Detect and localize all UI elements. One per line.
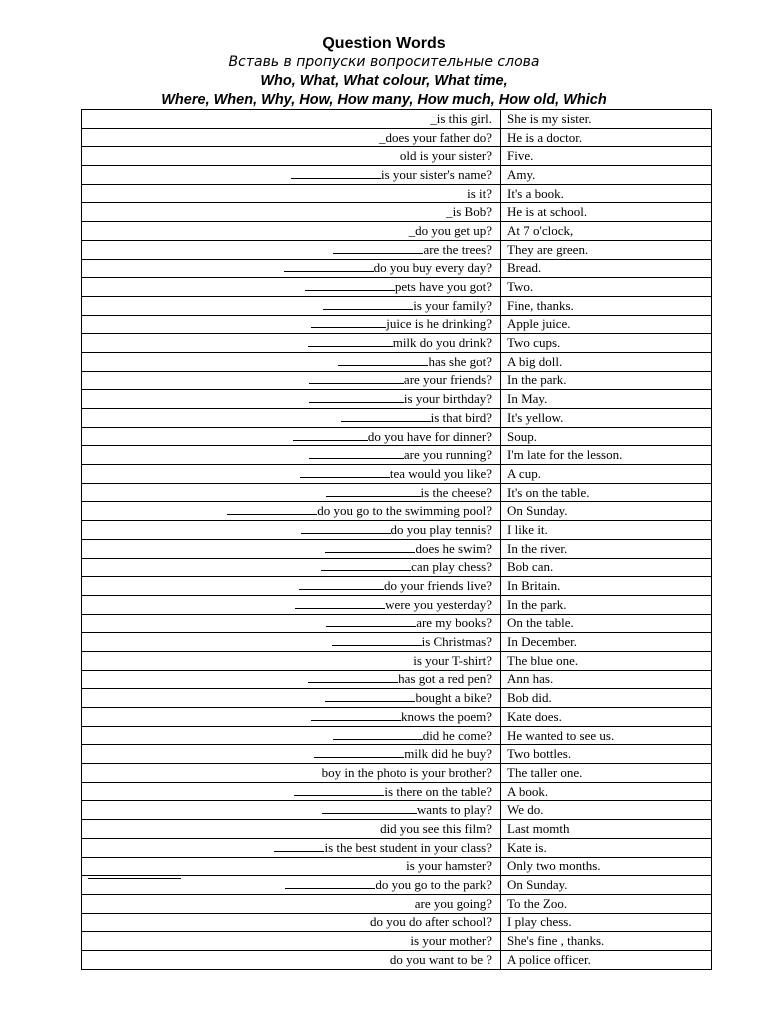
answer-cell: Fine, thanks. bbox=[501, 296, 712, 315]
fill-in-blank bbox=[299, 578, 384, 590]
question-cell bbox=[82, 745, 501, 764]
table-row bbox=[82, 708, 712, 727]
question-text: juice is he drinking? bbox=[386, 316, 492, 332]
answer-cell: Bob can. bbox=[501, 558, 712, 577]
question-cell bbox=[82, 689, 501, 708]
question-cell bbox=[82, 801, 501, 820]
question-text: bought a bike? bbox=[415, 690, 492, 706]
fill-in-blank bbox=[311, 316, 386, 328]
fill-in-blank bbox=[285, 877, 375, 889]
table-row bbox=[82, 184, 712, 203]
question-cell bbox=[82, 278, 501, 297]
answer-cell: She's fine , thanks. bbox=[501, 932, 712, 951]
question-cell bbox=[82, 764, 501, 783]
question-words-line-2: Where, When, Why, How, How many, How much, How old, Which bbox=[161, 92, 607, 108]
table-row bbox=[82, 147, 712, 166]
answer-cell: Ann has. bbox=[501, 670, 712, 689]
question-cell bbox=[82, 502, 501, 521]
question-text: is your birthday? bbox=[403, 391, 492, 407]
answer-cell: I'm late for the lesson. bbox=[501, 446, 712, 465]
question-text: pets have you got? bbox=[394, 279, 492, 295]
table-row bbox=[82, 633, 712, 652]
table-row bbox=[82, 465, 712, 484]
table-row bbox=[82, 782, 712, 801]
question-text: _is this girl. bbox=[430, 110, 492, 126]
free-blank-line bbox=[88, 877, 181, 879]
table-row bbox=[82, 110, 712, 129]
question-cell bbox=[82, 166, 501, 185]
question-text: is your T-shirt? bbox=[413, 652, 492, 668]
table-row bbox=[82, 296, 712, 315]
answer-cell: I like it. bbox=[501, 521, 712, 540]
answer-cell: He is at school. bbox=[501, 203, 712, 222]
question-text: is that bird? bbox=[430, 409, 492, 425]
question-cell bbox=[82, 820, 501, 839]
answer-cell: In the park. bbox=[501, 371, 712, 390]
question-cell bbox=[82, 558, 501, 577]
question-text: is your hamster? bbox=[406, 858, 492, 874]
question-cell bbox=[82, 651, 501, 670]
fill-in-blank bbox=[314, 746, 404, 758]
question-cell bbox=[82, 614, 501, 633]
question-cell bbox=[82, 838, 501, 857]
answer-cell: The blue one. bbox=[501, 651, 712, 670]
answer-cell: It's yellow. bbox=[501, 409, 712, 428]
worksheet-instruction: Вставь в пропуски вопросительные слова bbox=[228, 54, 540, 70]
fill-in-blank bbox=[326, 615, 416, 627]
answer-cell: It's on the table. bbox=[501, 483, 712, 502]
question-text: tea would you like? bbox=[389, 465, 492, 481]
table-row bbox=[82, 577, 712, 596]
question-cell bbox=[82, 296, 501, 315]
fill-in-blank bbox=[309, 447, 404, 459]
question-answer-table bbox=[81, 109, 712, 970]
table-row bbox=[82, 521, 712, 540]
question-answer-body bbox=[82, 110, 712, 970]
answer-cell: Kate is. bbox=[501, 838, 712, 857]
question-cell bbox=[82, 782, 501, 801]
fill-in-blank bbox=[321, 559, 411, 571]
answer-cell: A book. bbox=[501, 782, 712, 801]
question-text: did you see this film? bbox=[380, 820, 492, 836]
table-row bbox=[82, 240, 712, 259]
question-cell bbox=[82, 521, 501, 540]
table-row bbox=[82, 166, 712, 185]
question-text: do you want to be ? bbox=[389, 951, 492, 967]
question-text: do you have for dinner? bbox=[367, 428, 492, 444]
answer-cell: Two bottles. bbox=[501, 745, 712, 764]
fill-in-blank bbox=[309, 372, 404, 384]
question-text: _is Bob? bbox=[446, 204, 492, 220]
question-text: is there on the table? bbox=[384, 783, 492, 799]
fill-in-blank bbox=[284, 260, 374, 272]
fill-in-blank bbox=[308, 335, 393, 347]
table-row bbox=[82, 128, 712, 147]
question-text: is Christmas? bbox=[421, 634, 492, 650]
answer-cell: A big doll. bbox=[501, 352, 712, 371]
question-text: are the trees? bbox=[423, 241, 492, 257]
question-cell bbox=[82, 913, 501, 932]
question-text: are my books? bbox=[416, 615, 492, 631]
question-cell bbox=[82, 483, 501, 502]
table-row bbox=[82, 446, 712, 465]
answer-cell: Two cups. bbox=[501, 334, 712, 353]
question-text: do you play tennis? bbox=[390, 521, 492, 537]
table-row bbox=[82, 409, 712, 428]
question-cell bbox=[82, 334, 501, 353]
table-row bbox=[82, 595, 712, 614]
question-text: are your friends? bbox=[403, 372, 492, 388]
table-row bbox=[82, 539, 712, 558]
fill-in-blank bbox=[291, 167, 381, 179]
fill-in-blank bbox=[295, 597, 385, 609]
answer-cell: She is my sister. bbox=[501, 110, 712, 129]
question-text: did he come? bbox=[422, 727, 492, 743]
table-row bbox=[82, 483, 712, 502]
fill-in-blank bbox=[323, 298, 413, 310]
fill-in-blank bbox=[294, 784, 384, 796]
question-cell bbox=[82, 222, 501, 241]
question-cell bbox=[82, 465, 501, 484]
question-text: is your family? bbox=[413, 297, 492, 313]
answer-cell: Soup. bbox=[501, 427, 712, 446]
fill-in-blank bbox=[309, 391, 404, 403]
question-text: does he swim? bbox=[415, 540, 492, 556]
question-cell bbox=[82, 147, 501, 166]
table-row bbox=[82, 801, 712, 820]
question-text: _do you get up? bbox=[408, 222, 492, 238]
table-row bbox=[82, 278, 712, 297]
answer-cell: They are green. bbox=[501, 240, 712, 259]
question-cell bbox=[82, 670, 501, 689]
answer-cell: In December. bbox=[501, 633, 712, 652]
fill-in-blank bbox=[325, 690, 415, 702]
table-row bbox=[82, 689, 712, 708]
fill-in-blank bbox=[293, 429, 368, 441]
table-row bbox=[82, 222, 712, 241]
answer-cell: Two. bbox=[501, 278, 712, 297]
question-text: _does your father do? bbox=[379, 129, 492, 145]
question-text: milk do you drink? bbox=[392, 335, 492, 351]
question-cell bbox=[82, 315, 501, 334]
question-text: is your mother? bbox=[410, 933, 492, 949]
answer-cell: Last momth bbox=[501, 820, 712, 839]
answer-cell: I play chess. bbox=[501, 913, 712, 932]
question-cell bbox=[82, 184, 501, 203]
question-cell bbox=[82, 577, 501, 596]
question-text: boy in the photo is your brother? bbox=[321, 764, 492, 780]
question-text: do your friends live? bbox=[384, 578, 492, 594]
question-text: is the best student in your class? bbox=[324, 839, 492, 855]
question-text: were you yesterday? bbox=[385, 596, 492, 612]
table-row bbox=[82, 950, 712, 969]
question-cell bbox=[82, 857, 501, 876]
question-text: is it? bbox=[467, 185, 492, 201]
fill-in-blank bbox=[333, 728, 423, 740]
answer-cell: Bread. bbox=[501, 259, 712, 278]
answer-cell: In May. bbox=[501, 390, 712, 409]
question-cell bbox=[82, 894, 501, 913]
question-cell bbox=[82, 539, 501, 558]
answer-cell: In Britain. bbox=[501, 577, 712, 596]
question-text: do you go to the park? bbox=[375, 877, 492, 893]
answer-cell: A police officer. bbox=[501, 950, 712, 969]
fill-in-blank bbox=[301, 522, 391, 534]
question-text: do you do after school? bbox=[369, 914, 492, 930]
table-row bbox=[82, 502, 712, 521]
table-row bbox=[82, 745, 712, 764]
table-row bbox=[82, 651, 712, 670]
question-cell bbox=[82, 950, 501, 969]
fill-in-blank bbox=[338, 354, 428, 366]
table-row bbox=[82, 334, 712, 353]
question-text: do you go to the swimming pool? bbox=[317, 503, 492, 519]
table-row bbox=[82, 932, 712, 951]
question-cell bbox=[82, 446, 501, 465]
question-cell bbox=[82, 932, 501, 951]
question-text: is the cheese? bbox=[420, 484, 492, 500]
answer-cell: Five. bbox=[501, 147, 712, 166]
table-row bbox=[82, 764, 712, 783]
table-row bbox=[82, 371, 712, 390]
question-cell bbox=[82, 390, 501, 409]
question-cell bbox=[82, 708, 501, 727]
fill-in-blank bbox=[326, 485, 421, 497]
answer-cell: He wanted to see us. bbox=[501, 726, 712, 745]
answer-cell: On Sunday. bbox=[501, 876, 712, 895]
answer-cell: Amy. bbox=[501, 166, 712, 185]
answer-cell: On Sunday. bbox=[501, 502, 712, 521]
table-row bbox=[82, 894, 712, 913]
fill-in-blank bbox=[308, 671, 398, 683]
answer-cell: It's a book. bbox=[501, 184, 712, 203]
fill-in-blank bbox=[332, 634, 422, 646]
table-row bbox=[82, 315, 712, 334]
question-cell bbox=[82, 259, 501, 278]
question-cell bbox=[82, 240, 501, 259]
fill-in-blank bbox=[322, 802, 417, 814]
question-cell bbox=[82, 352, 501, 371]
question-cell bbox=[82, 128, 501, 147]
fill-in-blank bbox=[333, 242, 423, 254]
question-cell bbox=[82, 595, 501, 614]
table-row bbox=[82, 857, 712, 876]
answer-cell: A cup. bbox=[501, 465, 712, 484]
question-text: has she got? bbox=[428, 353, 492, 369]
answer-cell: To the Zoo. bbox=[501, 894, 712, 913]
answer-cell: We do. bbox=[501, 801, 712, 820]
answer-cell: At 7 o'clock, bbox=[501, 222, 712, 241]
answer-cell: He is a doctor. bbox=[501, 128, 712, 147]
table-row bbox=[82, 838, 712, 857]
question-text: wants to play? bbox=[416, 802, 492, 818]
answer-cell: On the table. bbox=[501, 614, 712, 633]
fill-in-blank bbox=[325, 541, 415, 553]
fill-in-blank bbox=[227, 503, 317, 515]
question-text: knows the poem? bbox=[401, 708, 492, 724]
answer-cell: Bob did. bbox=[501, 689, 712, 708]
fill-in-blank bbox=[274, 840, 324, 852]
table-row bbox=[82, 427, 712, 446]
table-row bbox=[82, 670, 712, 689]
question-text: are you going? bbox=[414, 895, 492, 911]
table-row bbox=[82, 820, 712, 839]
table-row bbox=[82, 203, 712, 222]
question-text: milk did he buy? bbox=[404, 746, 492, 762]
question-text: can play chess? bbox=[411, 559, 492, 575]
fill-in-blank bbox=[300, 466, 390, 478]
question-cell bbox=[82, 726, 501, 745]
fill-in-blank bbox=[305, 279, 395, 291]
table-row bbox=[82, 558, 712, 577]
fill-in-blank bbox=[341, 410, 431, 422]
question-cell bbox=[82, 371, 501, 390]
question-cell bbox=[82, 203, 501, 222]
fill-in-blank bbox=[311, 709, 401, 721]
table-row bbox=[82, 352, 712, 371]
question-cell bbox=[82, 409, 501, 428]
table-row bbox=[82, 259, 712, 278]
answer-cell: Only two months. bbox=[501, 857, 712, 876]
table-row bbox=[82, 390, 712, 409]
question-cell bbox=[82, 427, 501, 446]
answer-cell: In the park. bbox=[501, 595, 712, 614]
question-cell bbox=[82, 633, 501, 652]
worksheet-title: Question Words bbox=[322, 35, 446, 52]
question-text: are you running? bbox=[403, 447, 492, 463]
answer-cell: In the river. bbox=[501, 539, 712, 558]
answer-cell: The taller one. bbox=[501, 764, 712, 783]
table-row bbox=[82, 913, 712, 932]
question-text: old is your sister? bbox=[399, 148, 492, 164]
table-row bbox=[82, 614, 712, 633]
table-row bbox=[82, 726, 712, 745]
question-text: is your sister's name? bbox=[380, 166, 492, 182]
question-text: has got a red pen? bbox=[398, 671, 492, 687]
question-words-line-1: Who, What, What colour, What time, bbox=[260, 73, 508, 89]
answer-cell: Kate does. bbox=[501, 708, 712, 727]
answer-cell: Apple juice. bbox=[501, 315, 712, 334]
question-text: do you buy every day? bbox=[373, 260, 492, 276]
question-cell bbox=[82, 110, 501, 129]
